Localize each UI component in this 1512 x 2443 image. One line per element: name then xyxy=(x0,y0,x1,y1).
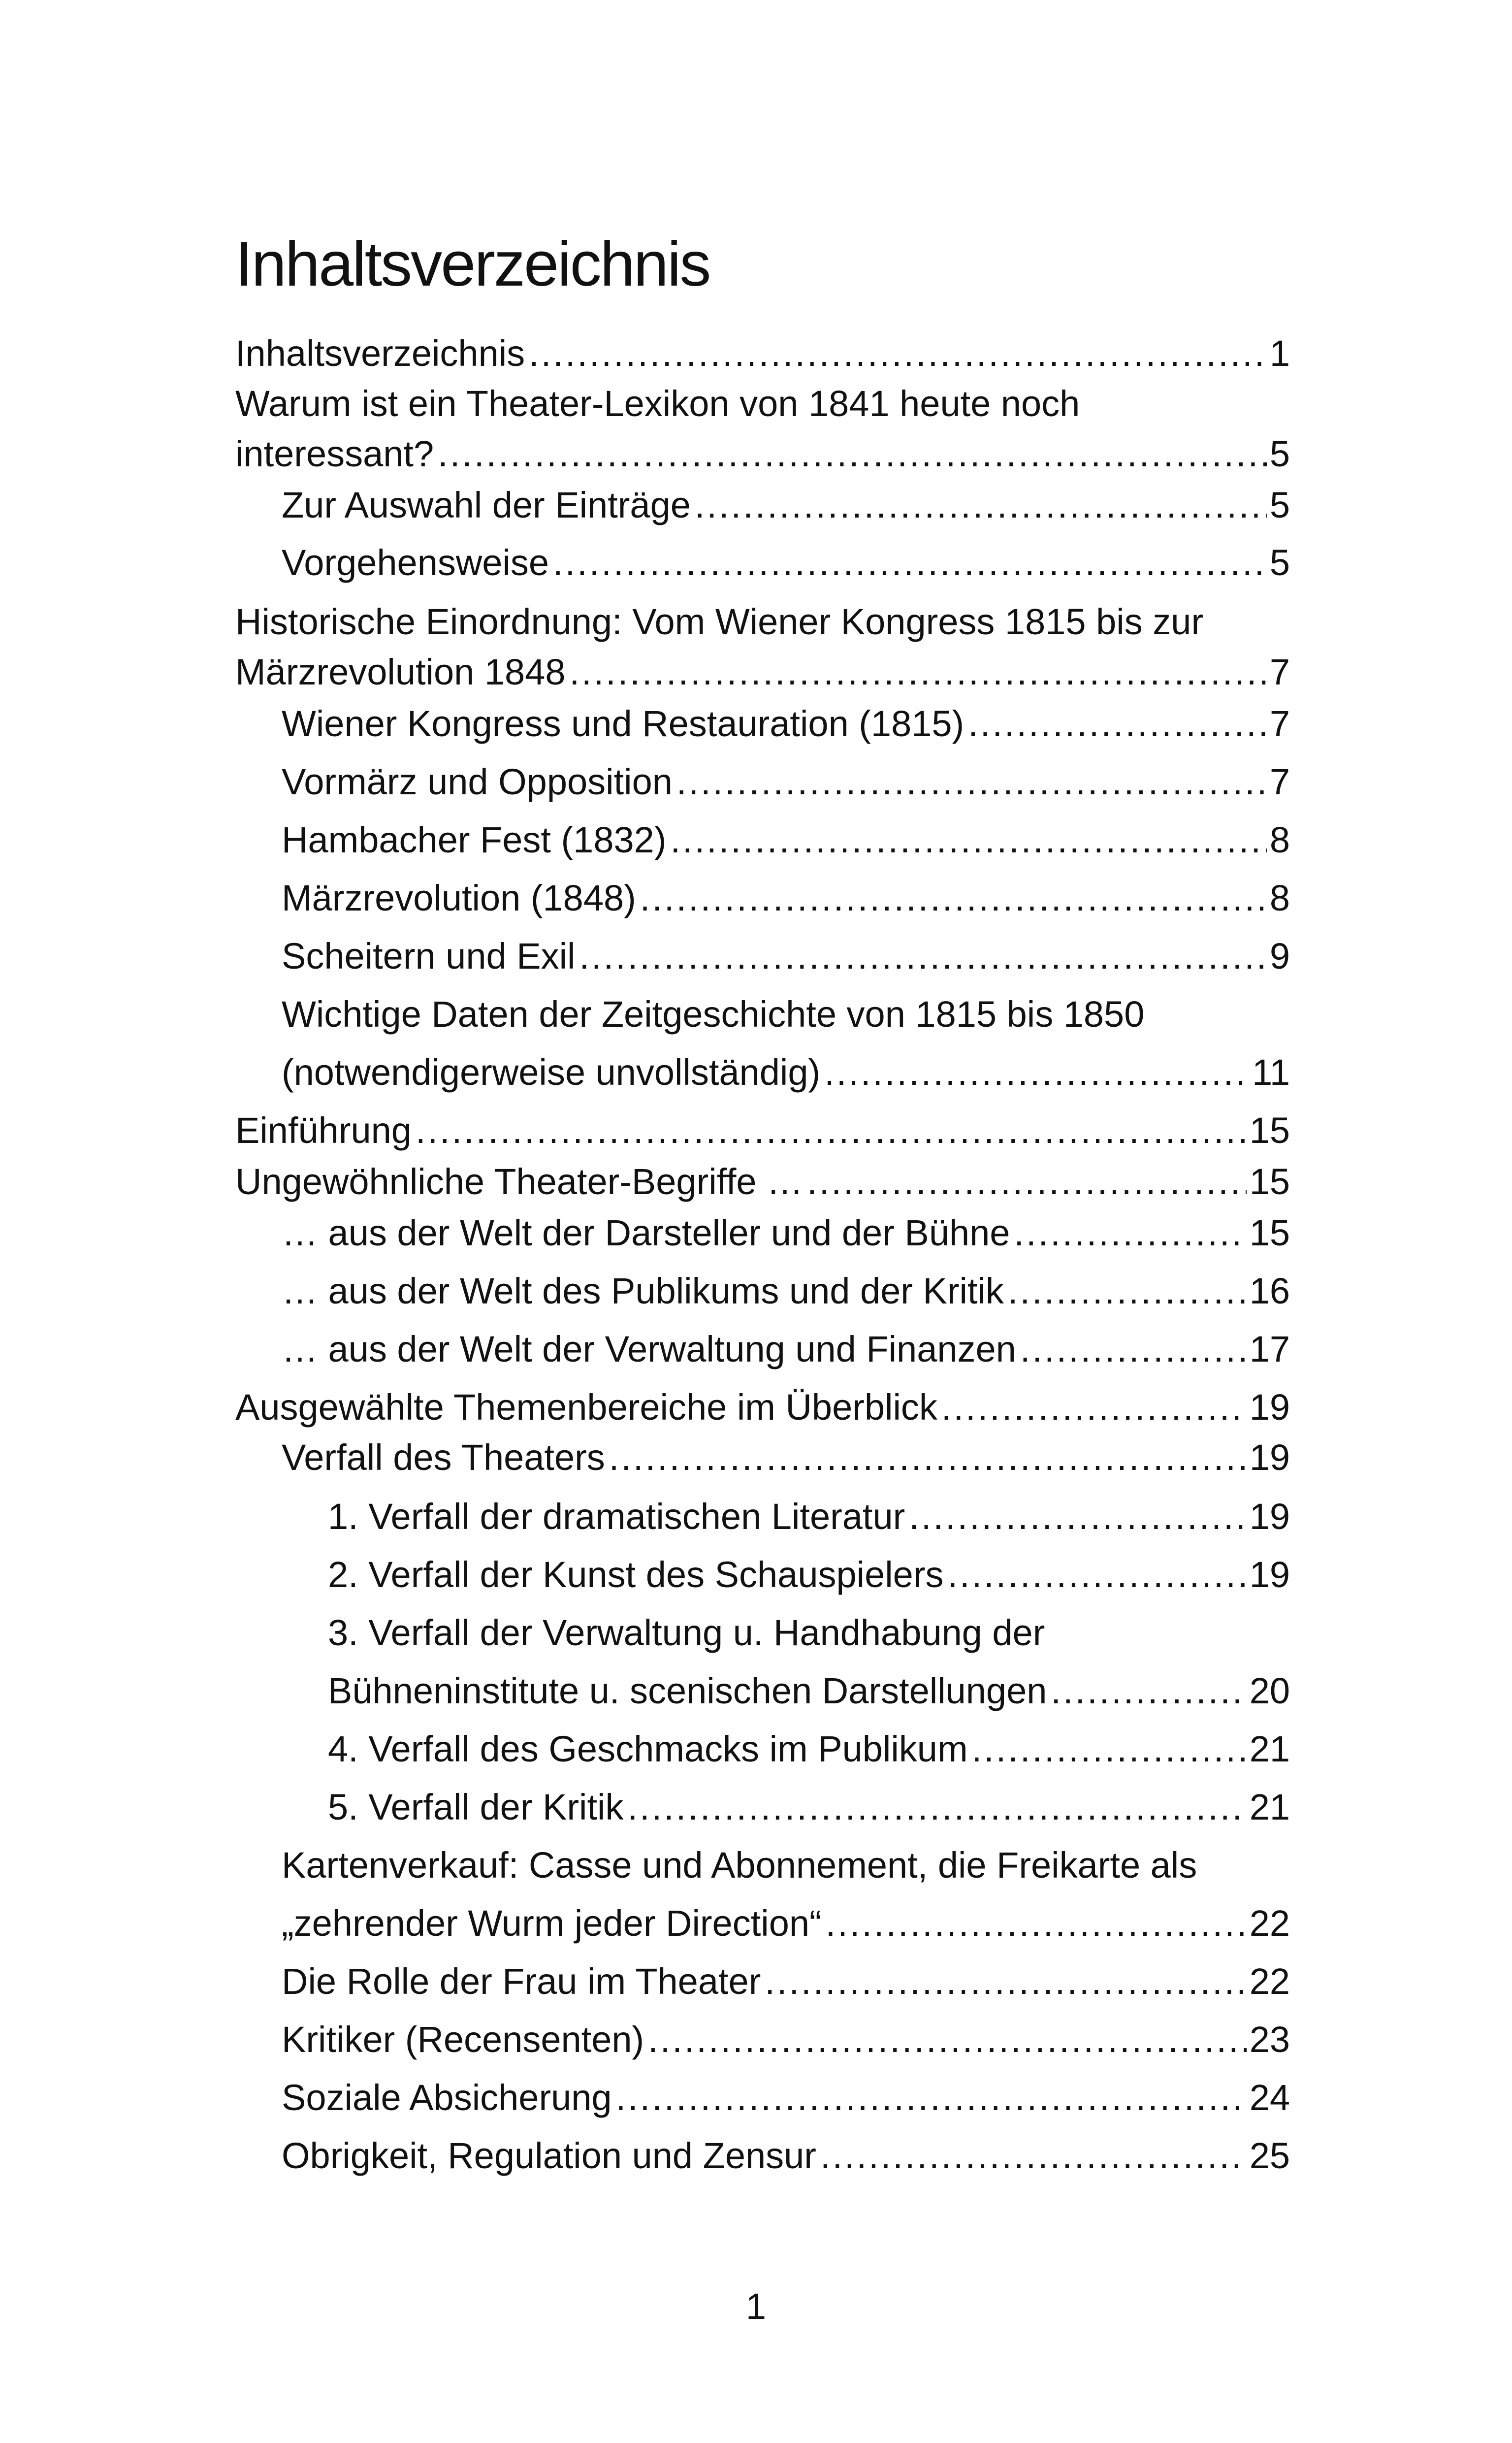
toc-page-number: 1 xyxy=(1269,333,1290,374)
toc-entry-vormaerz[interactable] xyxy=(282,757,1290,807)
toc-entry-historische-line1[interactable] xyxy=(235,597,1290,647)
toc-entry-label: Bühneninstitute u. scenischen Darstellungen xyxy=(328,1670,1047,1711)
toc-entry-verwaltung-finanzen[interactable] xyxy=(282,1325,1290,1374)
toc-entry-ungewoehnliche-begriffe[interactable] xyxy=(235,1157,1290,1206)
toc-entry-label: … aus der Welt des Publikums und der Kritik xyxy=(282,1270,1004,1311)
toc-entry-warum-line2[interactable] xyxy=(235,429,1290,479)
dot-leader xyxy=(416,1106,1247,1155)
toc-page-number: 7 xyxy=(1269,703,1290,744)
toc-entry-label: Warum ist ein Theater-Lexikon von 1841 heute noch xyxy=(235,383,1080,424)
dot-leader xyxy=(609,1433,1247,1482)
toc-entry-label: Hambacher Fest (1832) xyxy=(282,819,667,860)
toc-page-number: 8 xyxy=(1269,878,1290,918)
dot-leader xyxy=(1051,1666,1246,1716)
toc-entry-verfall-verwaltung-line2[interactable] xyxy=(328,1666,1290,1716)
toc-entry-label: 1. Verfall der dramatischen Literatur xyxy=(328,1496,905,1537)
toc-entry-verfall-schauspieler[interactable] xyxy=(328,1550,1290,1599)
toc-page-number: 15 xyxy=(1249,1110,1290,1151)
toc-page-number: 9 xyxy=(1269,936,1290,977)
toc-entry-kritiker[interactable] xyxy=(282,2015,1290,2064)
toc-entry-label: interessant? xyxy=(235,433,434,474)
toc-entry-scheitern-exil[interactable] xyxy=(282,932,1290,981)
dot-leader xyxy=(1008,1267,1247,1316)
toc-entry-label: Historische Einordnung: Vom Wiener Kongress 1815 bis zur xyxy=(235,601,1204,642)
toc-entry-verfall-theaters[interactable] xyxy=(282,1433,1290,1482)
toc-entry-label: Märzrevolution 1848 xyxy=(235,651,566,692)
toc-entry-label: Vormärz und Opposition xyxy=(282,761,673,802)
toc-page-number: 19 xyxy=(1249,1496,1290,1537)
toc-page-number: 25 xyxy=(1249,2135,1290,2176)
toc-entry-label: Inhaltsverzeichnis xyxy=(235,333,525,374)
toc-entry-label: (notwendigerweise unvollständig) xyxy=(282,1052,821,1093)
toc-page-number: 15 xyxy=(1249,1212,1290,1253)
toc-entry-label: Kartenverkauf: Casse und Abonnement, die Freikarte als xyxy=(282,1845,1197,1886)
toc-entry-label: Vorgehensweise xyxy=(282,542,549,583)
toc-entry-label: 4. Verfall des Geschmacks im Publikum xyxy=(328,1728,968,1769)
dot-leader xyxy=(968,699,1267,749)
toc-entry-label: Ungewöhnliche Theater-Begriffe … xyxy=(235,1161,804,1202)
toc-entry-verfall-verwaltung-line1[interactable] xyxy=(328,1608,1290,1658)
toc-entry-label: Die Rolle der Frau im Theater xyxy=(282,1961,761,2002)
toc-entry-label: Wiener Kongress und Restauration (1815) xyxy=(282,703,965,744)
dot-leader xyxy=(553,538,1267,587)
toc-entry-wichtige-daten-line1[interactable] xyxy=(282,990,1290,1039)
toc-entry-verfall-literatur[interactable] xyxy=(328,1492,1290,1541)
toc-entry-obrigkeit-zensur[interactable] xyxy=(282,2131,1290,2181)
toc-page-number: 24 xyxy=(1249,2077,1290,2118)
dot-leader xyxy=(670,815,1266,865)
toc-entry-label: Wichtige Daten der Zeitgeschichte von 1815 bis 1850 xyxy=(282,994,1145,1035)
toc-page-number: 8 xyxy=(1269,819,1290,860)
toc-entry-label: … aus der Welt der Verwaltung und Finanzen xyxy=(282,1329,1016,1369)
dot-leader xyxy=(1020,1325,1247,1374)
dot-leader xyxy=(807,1157,1247,1206)
dot-leader xyxy=(941,1383,1247,1432)
dot-leader xyxy=(909,1492,1246,1541)
dot-leader xyxy=(438,429,1267,479)
toc-entry-kartenverkauf-line1[interactable] xyxy=(282,1841,1290,1890)
toc-entry-hambacher-fest[interactable] xyxy=(282,815,1290,865)
toc-entry-wiener-kongress[interactable] xyxy=(282,699,1290,749)
dot-leader xyxy=(947,1550,1246,1599)
toc-entry-label: Zur Auswahl der Einträge xyxy=(282,485,691,525)
toc-entry-historische-line2[interactable] xyxy=(235,648,1290,697)
toc-entry-publikum-kritik[interactable] xyxy=(282,1267,1290,1316)
toc-entry-darsteller-buehne[interactable] xyxy=(282,1208,1290,1258)
toc-page-number: 21 xyxy=(1249,1728,1290,1769)
toc-page-number: 17 xyxy=(1249,1329,1290,1369)
toc-entry-label: 5. Verfall der Kritik xyxy=(328,1787,624,1827)
dot-leader xyxy=(826,1899,1247,1948)
toc-entry-kartenverkauf-line2[interactable] xyxy=(282,1899,1290,1948)
toc-page-number: 22 xyxy=(1249,1961,1290,2002)
toc-page-number: 21 xyxy=(1249,1787,1290,1827)
dot-leader xyxy=(529,329,1267,378)
toc-entry-label: Soziale Absicherung xyxy=(282,2077,612,2118)
toc-page-number: 19 xyxy=(1249,1437,1290,1478)
toc-page-number: 7 xyxy=(1269,761,1290,802)
page-number-footer: 1 xyxy=(745,2286,767,2327)
toc-entry-inhaltsverzeichnis[interactable] xyxy=(235,329,1290,378)
toc-page-number: 5 xyxy=(1269,485,1290,525)
page-title: Inhaltsverzeichnis xyxy=(235,229,710,299)
toc-entry-label: Obrigkeit, Regulation und Zensur xyxy=(282,2135,816,2176)
dot-leader xyxy=(627,1783,1246,1832)
toc-entry-verfall-geschmack[interactable] xyxy=(328,1725,1290,1774)
dot-leader xyxy=(579,932,1266,981)
toc-page-number: 5 xyxy=(1269,433,1290,474)
toc-entry-rolle-frau[interactable] xyxy=(282,1957,1290,2006)
dot-leader xyxy=(824,1048,1249,1097)
toc-entry-label: Verfall des Theaters xyxy=(282,1437,605,1478)
toc-entry-soziale-absicherung[interactable] xyxy=(282,2073,1290,2122)
toc-entry-label: Einführung xyxy=(235,1110,412,1151)
toc-entry-label: Kritiker (Recensenten) xyxy=(282,2019,644,2060)
toc-entry-warum-line1[interactable] xyxy=(235,379,1290,428)
toc-entry-label: Märzrevolution (1848) xyxy=(282,878,636,918)
toc-page-number: 20 xyxy=(1249,1670,1290,1711)
toc-entry-einfuehrung[interactable] xyxy=(235,1106,1290,1155)
toc-entry-themenbereiche[interactable] xyxy=(235,1383,1290,1432)
toc-entry-verfall-kritik[interactable] xyxy=(328,1783,1290,1832)
toc-page-number: 5 xyxy=(1269,542,1290,583)
toc-page-number: 11 xyxy=(1252,1052,1290,1093)
dot-leader xyxy=(972,1725,1247,1774)
toc-entry-vorgehensweise[interactable] xyxy=(282,538,1290,587)
toc-page-number: 16 xyxy=(1249,1270,1290,1311)
dot-leader xyxy=(765,1957,1246,2006)
toc-page-number: 15 xyxy=(1249,1161,1290,1202)
dot-leader xyxy=(648,2015,1247,2064)
toc-entry-zur-auswahl[interactable] xyxy=(282,481,1290,530)
toc-page-number: 19 xyxy=(1249,1554,1290,1595)
toc-entry-label: Ausgewählte Themenbereiche im Überblick xyxy=(235,1387,937,1428)
toc-page-number: 22 xyxy=(1249,1903,1290,1944)
toc-entry-label: 2. Verfall der Kunst des Schauspielers xyxy=(328,1554,944,1595)
dot-leader xyxy=(676,757,1267,807)
dot-leader xyxy=(1014,1208,1246,1258)
dot-leader xyxy=(569,648,1266,697)
toc-page-number: 23 xyxy=(1249,2019,1290,2060)
toc-entry-maerzrevolution[interactable] xyxy=(282,874,1290,923)
toc-entry-label: Scheitern und Exil xyxy=(282,936,576,977)
toc-entry-label: „zehrender Wurm jeder Direction“ xyxy=(282,1903,822,1944)
dot-leader xyxy=(640,874,1267,923)
dot-leader xyxy=(616,2073,1247,2122)
toc-entry-label: … aus der Welt der Darsteller und der Bühne xyxy=(282,1212,1010,1253)
dot-leader xyxy=(820,2131,1247,2181)
toc-page-number: 7 xyxy=(1269,651,1290,692)
dot-leader xyxy=(695,481,1267,530)
toc-entry-label: 3. Verfall der Verwaltung u. Handhabung der xyxy=(328,1612,1045,1653)
toc-page-number: 19 xyxy=(1249,1387,1290,1428)
toc-entry-wichtige-daten-line2[interactable] xyxy=(282,1048,1290,1097)
